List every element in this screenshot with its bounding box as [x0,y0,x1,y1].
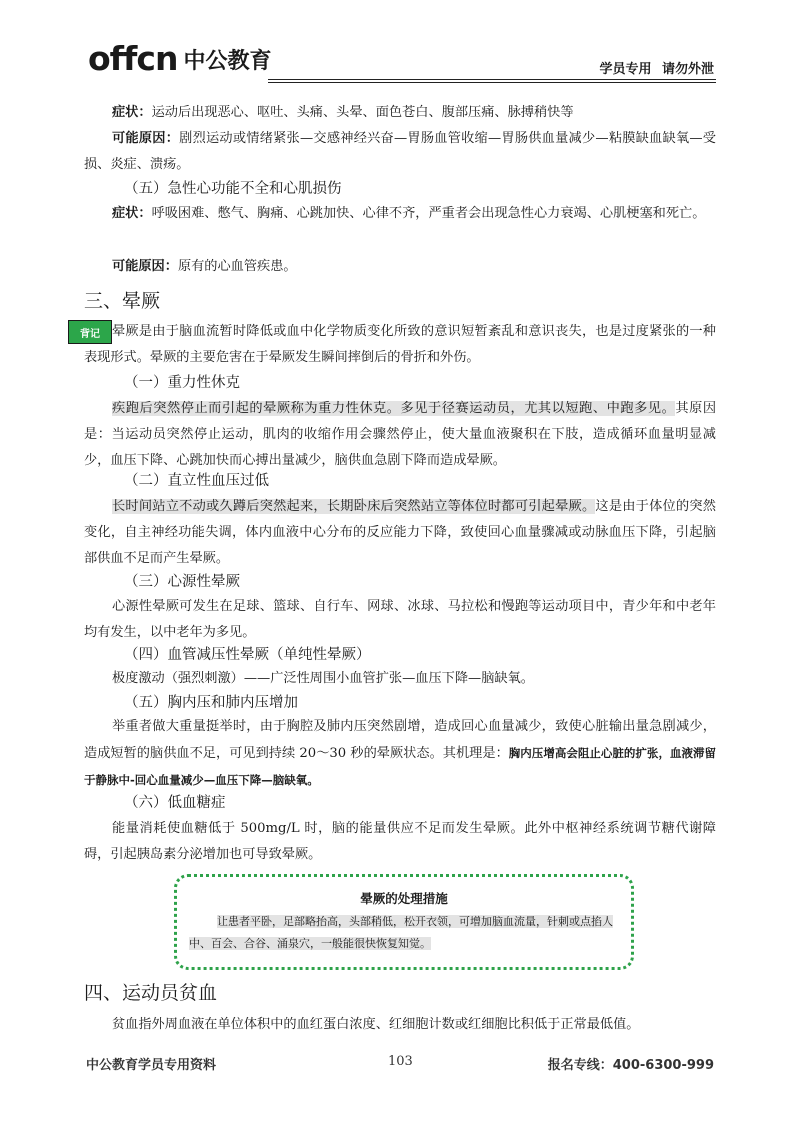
heading-hypoglycemia: （六）低血糖症 [124,795,226,811]
treatment-box [174,874,634,970]
brand-logo [88,32,271,76]
fainting-intro: 晕厥是由于脑血流暂时降低或血中化学物质变化所致的意识短暂紊乱和意识丧失，也是过度紧张的一种表现形式。晕厥的主要危害在于晕厥发生瞬间摔倒后的骨折和外伤。 [84,324,716,365]
logo-chinese-name: 中公教育 [183,49,272,74]
orthostatic-highlight: 长时间站立不动或久蹲后突然起来，长期卧床后突然站立等体位时都可引起晕厥。 [112,499,596,514]
symptom-text: 运动后出现恶心、呕吐、头痛、头晕、面色苍白、腹部压痛、脉搏稍快等 [151,105,574,120]
section-title-fainting: 三、晕厥 [84,290,161,312]
orthostatic-text: 这是由于体位的突然变化，自主神经功能失调，体内血液中心分布的反应能力下降，致使回心血量骤减或动脉血压下降，引起脑部供血不足而产生晕厥。 [84,499,716,566]
heart-symptom-paragraph [84,201,716,227]
footer-source: 中公教育学员专用资料 [86,1058,217,1073]
thoracic-pressure-mechanism: 胸内压增高会阻止心脏的扩张，血液滞留于静脉中-回心血量减少—血压下降—脑缺氧。 [84,746,716,787]
gravity-shock-paragraph [84,396,716,474]
heading-cardiogenic: （三）心源性晕厥 [124,574,240,590]
heading-gravity-shock: （一）重力性休克 [124,375,240,391]
footer-hotline: 报名专线：400-6300-999 [547,1058,714,1073]
header-notice: 学员专用 请勿外泄 [599,62,714,77]
heart-symptom-text: 呼吸困难、憋气、胸痛、心跳加快、心律不齐，严重者会出现急性心力衰竭、心肌梗塞和死亡。 [151,206,706,221]
hypoglycemia-paragraph: 能量消耗使血糖低于 500mg/L 时，脑的能量供应不足而发生晕厥。此外中枢神经系统调节糖代谢障碍，引起胰岛素分泌增加也可导致晕厥。 [84,821,716,862]
memorize-badge: 背记 [68,320,112,344]
heading-acute-heart: （五）急性心功能不全和心肌损伤 [124,181,342,197]
header-rule [268,79,716,80]
heading-vasodepressor: （四）血管减压性晕厥（单纯性晕厥） [124,647,371,663]
treatment-box-title: 晕厥的处理措施 [360,891,448,906]
vasodepressor-paragraph: 极度激动（强烈刺激）——广泛性周围小血管扩张—血压下降—脑缺氧。 [112,671,534,686]
heading-orthostatic: （二）直立性血压过低 [124,473,269,489]
anemia-paragraph: 贫血指外周血液在单位体积中的血红蛋白浓度、红细胞计数或红细胞比积低于正常最低值。 [112,1017,640,1032]
heart-cause-label: 可能原因： [112,259,178,274]
cause-text: 剧烈运动或情绪紧张—交感神经兴奋—胃肠血管收缩—胃肠供血量减少—粘膜缺血缺氧—受损、炎症、溃疡。 [84,131,716,172]
header-rule-thin [268,82,716,83]
page-number: 103 [388,1054,413,1069]
symptom-paragraph [84,100,716,126]
heart-cause-paragraph [84,254,716,280]
orthostatic-paragraph [84,494,716,572]
heart-symptom-label: 症状： [112,206,152,221]
heading-thoracic-pressure: （五）胸内压和肺内压增加 [124,695,298,711]
thoracic-pressure-paragraph [84,714,716,794]
gravity-shock-text: 其原因是：当运动员突然停止运动，肌肉的收缩作用会骤然停止，使大量血液聚积在下肢，造成循环血量明显减少，血压下降、心跳加快而心搏出量减少，脑供血急剧下降而造成晕厥。 [84,401,717,468]
cause-label: 可能原因： [112,131,180,146]
treatment-box-text [189,911,619,955]
cause-paragraph [84,126,716,178]
gravity-shock-highlight: 疾跑后突然停止而引起的晕厥称为重力性休克。多见于径赛运动员，尤其以短跑、中跑多见。 [112,401,676,416]
thoracic-pressure-text: 举重者做大重量挺举时，由于胸腔及肺内压突然剧增，造成回心血量减少，致使心脏输出量急剧减少，造成短暂的脑供血不足，可见到持续 20～30 秒的晕厥状态。其机理是： [84,719,716,761]
logo-mark: offcn [88,39,178,78]
symptom-label: 症状： [112,105,152,120]
heart-cause-text: 原有的心血管疾患。 [177,259,297,274]
cardiogenic-paragraph: 心源性晕厥可发生在足球、篮球、自行车、网球、冰球、马拉松和慢跑等运动项目中，青少年和中老年均有发生，以中老年为多见。 [84,599,716,640]
treatment-box-highlight: 让患者平卧，足部略抬高，头部稍低，松开衣领，可增加脑血流量，针刺或点掐人中、百会、合谷、涌泉穴，一般能很快恢复知觉。 [189,915,613,950]
section-title-anemia: 四、运动员贫血 [84,982,218,1004]
